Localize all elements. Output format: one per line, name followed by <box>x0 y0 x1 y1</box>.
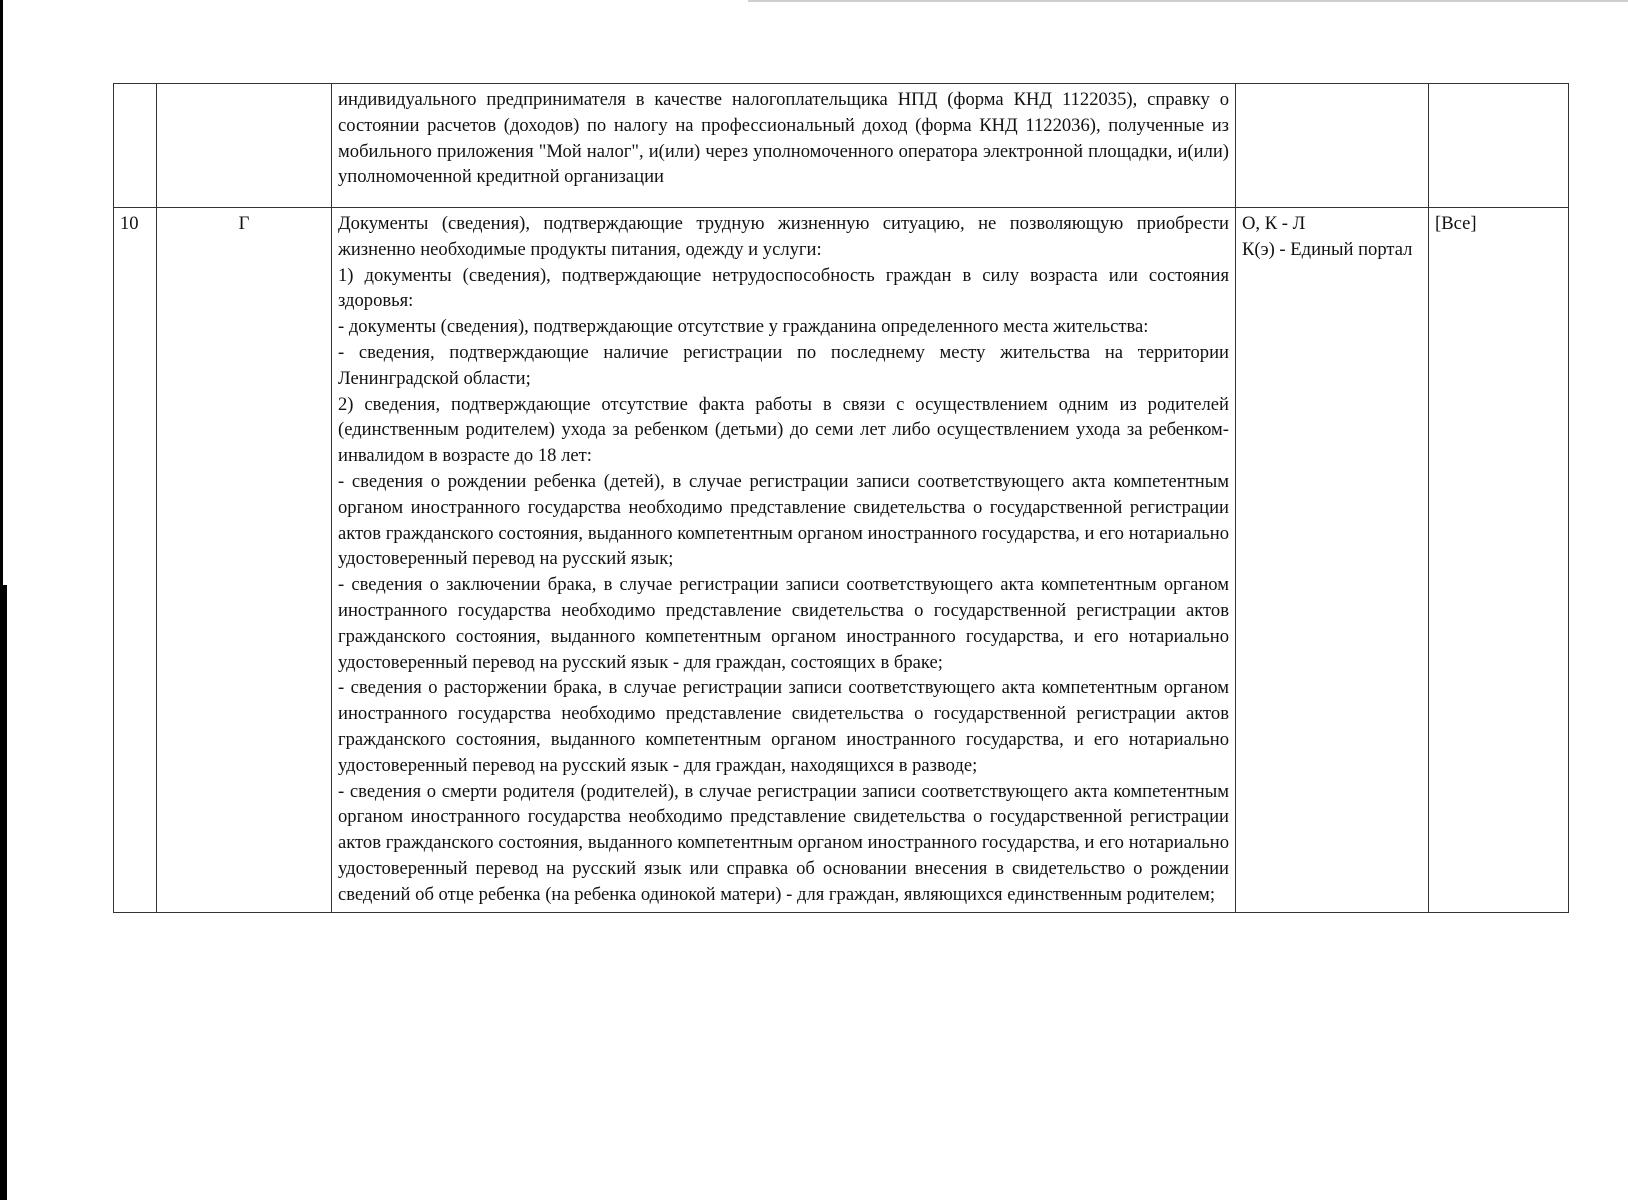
description-paragraph: индивидуального предпринимателя в качестве налогоплательщика НПД (форма КНД 1122035), справку о состоянии расчетов (доходов) по налогу на профессиональный доход (форма КНД 1122036), полученные из мобильного приложения "Мой налог", и(или) через уполномоченного оператора электронной площадки, и(или) уполномоченной кредитной организации <box>338 89 1229 188</box>
description-paragraph: 1) документы (сведения), подтверждающие нетрудоспособность граждан в силу возраста или состояния здоровья: <box>338 264 1229 312</box>
scan-edge-top <box>0 0 3 585</box>
description-paragraph: - сведения о рождении ребенка (детей), в случае регистрации записи соответствующего акта компетентным органом иностранного государства необходимо представление свидетельства о государственной регистрации актов гражданского состояния, выданного компетентным органом иностранного государства, и его нотариально удостоверенный перевод на русский язык; <box>338 470 1229 570</box>
description-paragraph: - сведения о смерти родителя (родителей), в случае регистрации записи соответствующего акта компетентным органом иностранного государства необходимо представление свидетельства о государственной регистрации актов гражданского состояния, выданного компетентным органом иностранного государства, и его нотариально удостоверенный перевод на русский язык или справка об основании внесения в свидетельство о рождении сведений об отце ребенка (на ребенка одинокой матери) - для граждан, являющихся единственным родителем; <box>338 780 1229 905</box>
scan-edge-bottom <box>0 585 7 1200</box>
source-line: О, К - Л <box>1242 213 1306 234</box>
description-paragraph: Документы (сведения), подтверждающие трудную жизненную ситуацию, не позволяющую приобрести жизненно необходимые продукты питания, одежду и услуги: <box>338 213 1229 260</box>
row-scope-cell: [Все] <box>1429 208 1569 913</box>
description-paragraph: 2) сведения, подтверждающие отсутствие факта работы в связи с осуществлением одним из родителей (единственным родителем) ухода за ребенком (детьми) до семи лет либо осуществлением ухода за ребенком-инвалидом в возрасте до 18 лет: <box>338 393 1229 467</box>
description-paragraph: - сведения о расторжении брака, в случае регистрации записи соответствующего акта компетентным органом иностранного государства необходимо представление свидетельства о государственной регистрации актов гражданского состояния, выданного компетентным органом иностранного государства, и его нотариально удостоверенный перевод на русский язык - для граждан, находящихся в разводе; <box>338 677 1229 776</box>
row-description-cell <box>332 208 1236 913</box>
table-row <box>114 84 1569 208</box>
description-paragraph: - сведения о заключении брака, в случае регистрации записи соответствующего акта компетентным органом иностранного государства необходимо представление свидетельства о государственной регистрации актов гражданского состояния, выданного компетентным органом иностранного государства, и его нотариально удостоверенный перевод на русский язык - для граждан, состоящих в браке; <box>338 574 1229 673</box>
row-number-cell <box>114 84 157 208</box>
description-paragraph: - сведения, подтверждающие наличие регистрации по последнему месту жительства на территории Ленинградской области; <box>338 341 1229 389</box>
row-category-cell: Г <box>157 208 332 913</box>
table-row <box>114 208 1569 913</box>
row-source-cell <box>1236 208 1429 913</box>
row-description-cell <box>332 84 1236 208</box>
scan-top-rule <box>748 0 1628 2</box>
description-paragraph: - документы (сведения), подтверждающие отсутствие у гражданина определенного места жительства: <box>338 316 1149 338</box>
source-line: К(э) - Единый портал <box>1242 238 1413 260</box>
row-source-cell <box>1236 84 1429 208</box>
row-scope-cell <box>1429 84 1569 208</box>
row-number-cell: 10 <box>114 208 157 913</box>
documents-table <box>113 83 1569 913</box>
row-category-cell <box>157 84 332 208</box>
